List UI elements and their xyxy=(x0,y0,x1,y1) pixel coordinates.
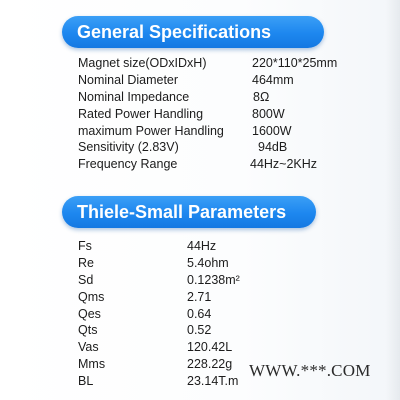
ts-label: Mms xyxy=(78,357,106,371)
ts-value: 228.22g xyxy=(187,357,233,371)
ts-label: Qts xyxy=(78,323,98,337)
watermark: WWW.***.COM xyxy=(249,361,371,380)
ts-value: 23.14T.m xyxy=(187,374,239,388)
ts-value: 44Hz xyxy=(187,239,217,253)
ts-label: Re xyxy=(78,256,94,270)
ts-value: 2.71 xyxy=(187,290,212,304)
ts-label: Fs xyxy=(78,239,92,253)
spec-label: Rated Power Handling xyxy=(78,107,204,121)
spec-value: 220*110*25mm xyxy=(252,56,338,70)
spec-value: 1600W xyxy=(252,124,292,138)
ts-label: Sd xyxy=(78,273,94,287)
ts-label: Qms xyxy=(78,290,105,304)
ts-value: 0.1238m² xyxy=(187,273,240,287)
spec-label: Nominal Impedance xyxy=(78,90,190,104)
page-edge-shade xyxy=(386,0,400,400)
spec-value: 464mm xyxy=(252,73,294,87)
spec-value: 8Ω xyxy=(253,90,270,104)
spec-label: Sensitivity (2.83V) xyxy=(78,140,179,154)
spec-value: 44Hz~2KHz xyxy=(250,157,318,171)
ts-label: Qes xyxy=(78,307,101,321)
ts-value: 5.4ohm xyxy=(187,256,229,270)
spec-label: Frequency Range xyxy=(78,157,178,171)
spec-value: 94dB xyxy=(258,140,288,154)
ts-label: Vas xyxy=(78,340,99,354)
thiele-small-header: Thiele-Small Parameters xyxy=(62,196,316,228)
general-specs-header: General Specifications xyxy=(62,16,324,48)
spec-label: Nominal Diameter xyxy=(78,73,179,87)
spec-label: maximum Power Handling xyxy=(78,124,224,138)
spec-label: Magnet size(ODxIDxH) xyxy=(78,56,207,70)
ts-value: 120.42L xyxy=(187,340,233,354)
spec-value: 800W xyxy=(252,107,285,121)
ts-label: BL xyxy=(78,374,94,388)
ts-value: 0.64 xyxy=(187,307,212,321)
ts-value: 0.52 xyxy=(187,323,212,337)
